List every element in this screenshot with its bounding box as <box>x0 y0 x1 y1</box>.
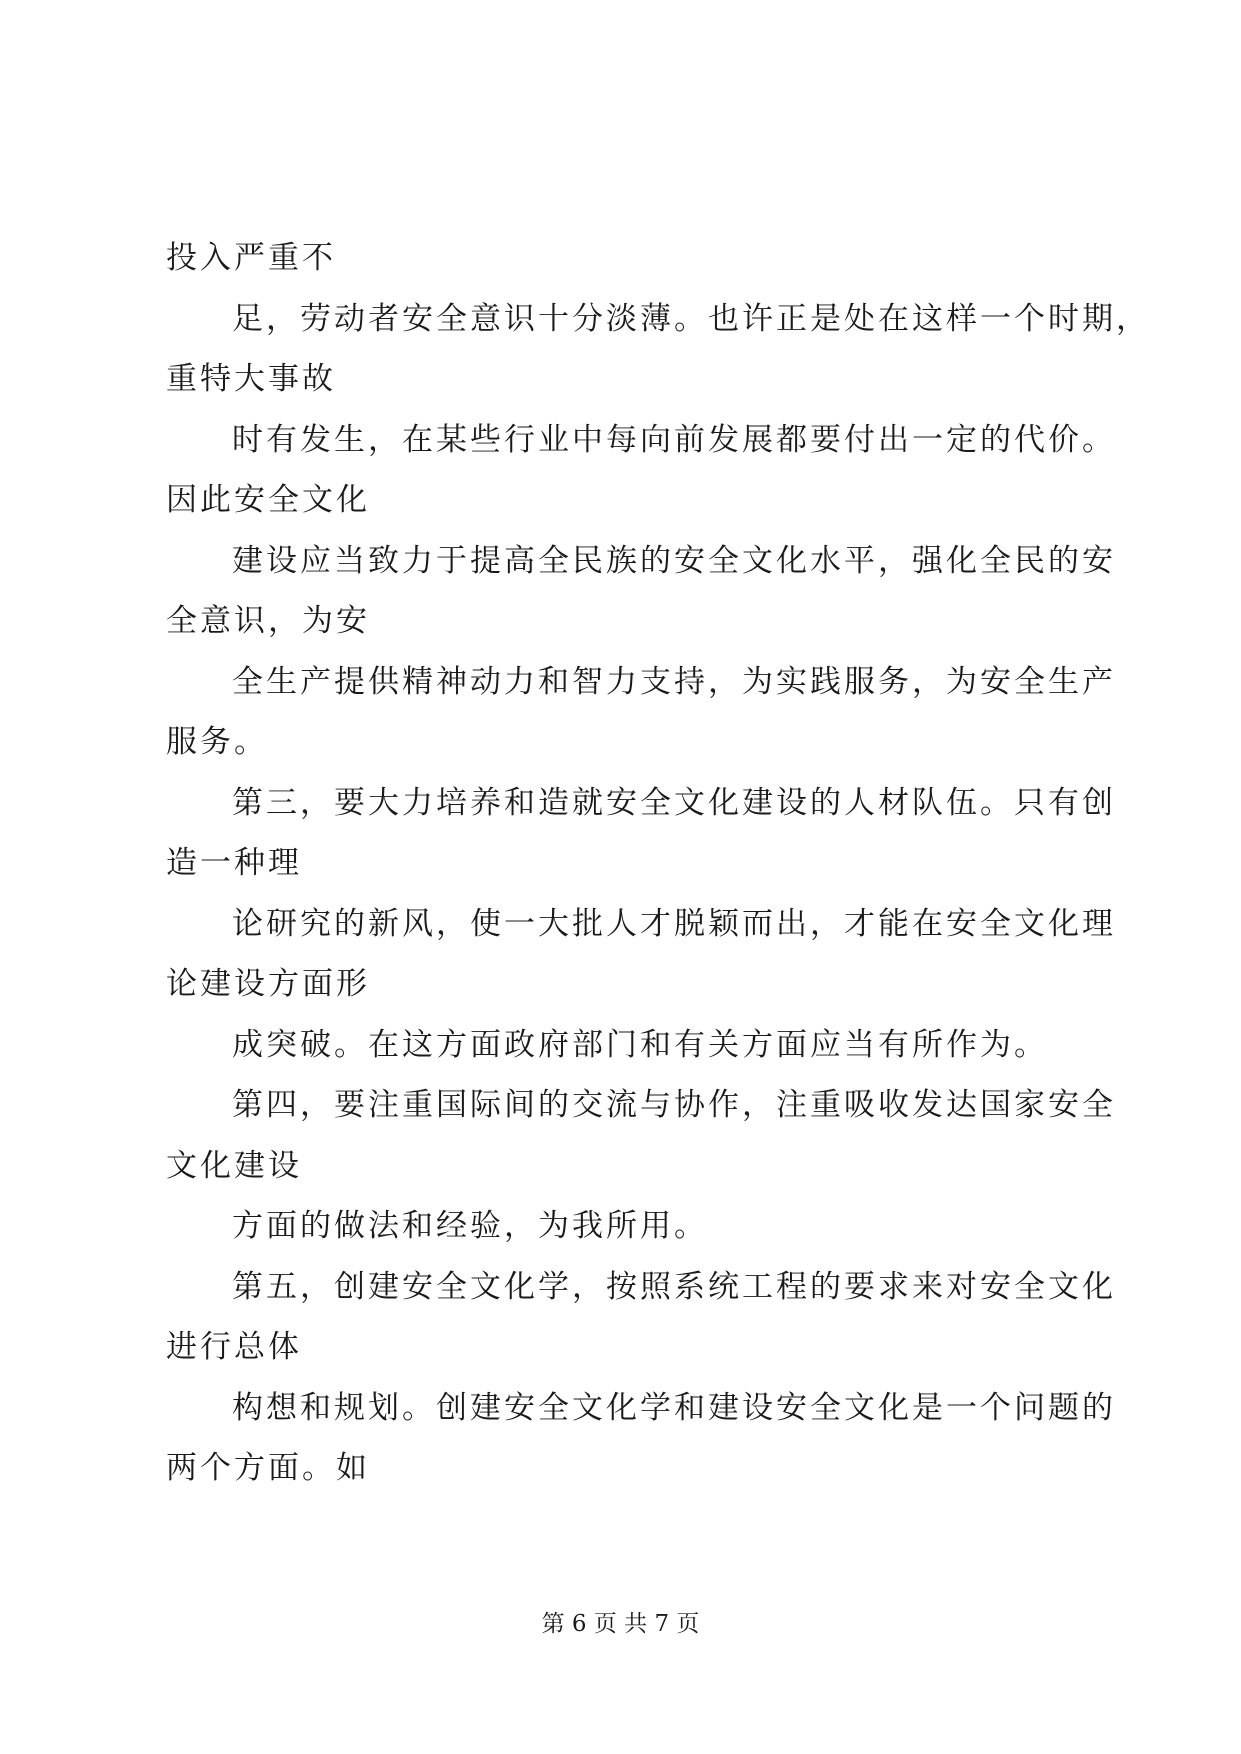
text-line: 全生产提供精神动力和智力支持，为实践服务，为安全生产 <box>232 663 1116 700</box>
text-line: 文化建设 <box>166 1147 302 1184</box>
body-text <box>166 228 1150 1499</box>
text-line: 投入严重不 <box>166 240 336 276</box>
text-line: 第四，要注重国际间的交流与协作，注重吸收发达国家安全 <box>232 1087 1116 1123</box>
text-line: 服务。 <box>166 724 268 760</box>
text-line: 论建设方面形 <box>166 966 370 1002</box>
text-line: 重特大事故 <box>166 361 336 397</box>
text-line: 因此安全文化 <box>166 482 370 518</box>
text-line: 论研究的新风，使一大批人才脱颖而出，才能在安全文化理 <box>232 905 1116 942</box>
text-line: 两个方面。如 <box>166 1450 370 1486</box>
text-line: 成突破。在这方面政府部门和有关方面应当有所作为。 <box>232 1026 1048 1063</box>
text-line: 方面的做法和经验，为我所用。 <box>232 1208 708 1244</box>
page-number-footer: 第 6 页 共 7 页 <box>541 1611 700 1637</box>
text-line: 全意识，为安 <box>166 603 370 639</box>
text-line: 时有发生，在某些行业中每向前发展都要付出一定的代价。 <box>232 421 1116 458</box>
text-line: 构想和规划。创建安全文化学和建设安全文化是一个问题的 <box>232 1389 1116 1426</box>
text-line: 建设应当致力于提高全民族的安全文化水平，强化全民的安 <box>232 542 1116 579</box>
text-line: 第三，要大力培养和造就安全文化建设的人材队伍。只有创 <box>232 784 1116 821</box>
text-line: 足，劳动者安全意识十分淡薄。也许正是处在这样一个时期， <box>232 300 1150 337</box>
text-line: 造一种理 <box>166 845 302 881</box>
text-line: 第五，创建安全文化学，按照系统工程的要求来对安全文化 <box>232 1268 1116 1305</box>
text-line: 进行总体 <box>166 1329 302 1365</box>
